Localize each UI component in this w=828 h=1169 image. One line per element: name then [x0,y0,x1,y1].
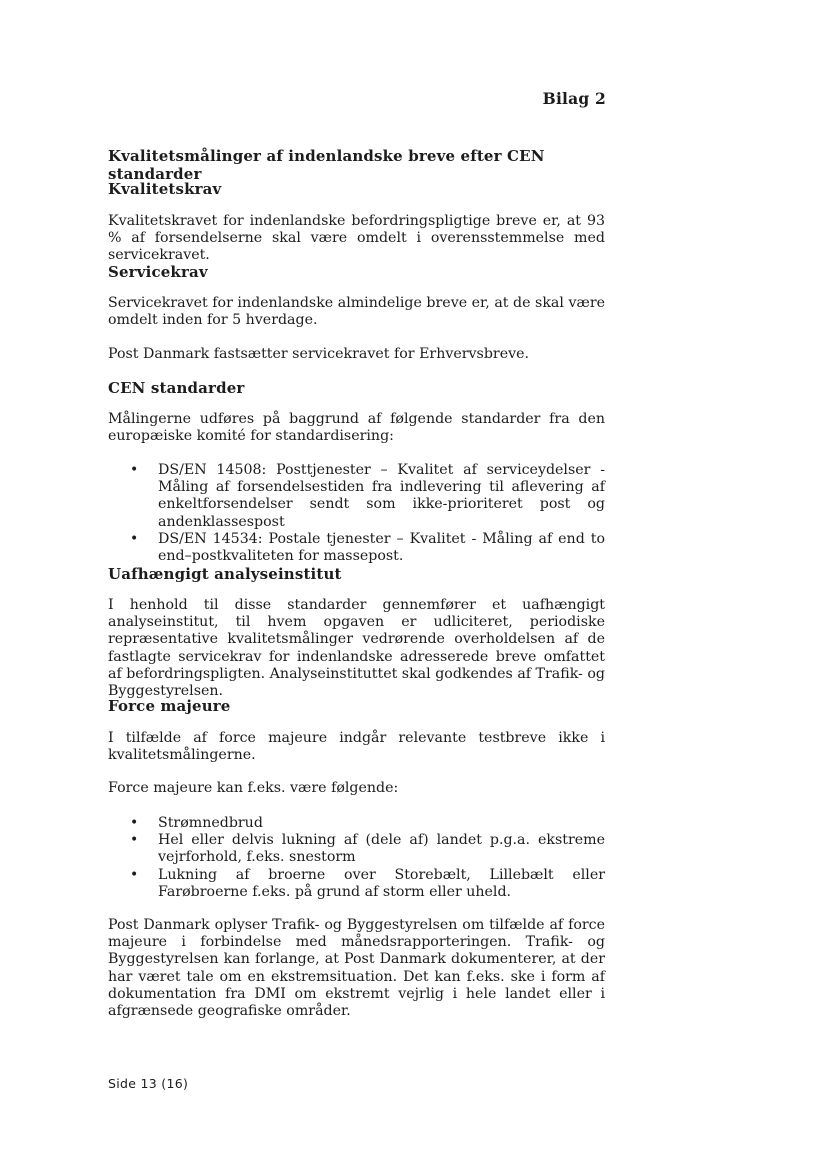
section-heading: CEN standarder [108,379,245,397]
servicekrav-body-2 [108,346,605,363]
kvalitetskrav-body [108,213,605,265]
paragraph: Kvalitetskravet for indenlandske befordringspligtige breve er, at 93 % af forsendelserne skal være omdelt i overensstemmelse med servicekravet. [108,213,605,264]
section-servicekrav [108,263,605,281]
servicekrav-body [108,295,605,329]
list-item-text: DS/EN 14534: Postale tjenester – Kvalitet - Måling af end to end–postkvaliteten for massepost. [158,530,605,565]
force-closing [108,917,605,1020]
list-item-text: DS/EN 14508: Posttjenester – Kvalitet af serviceydelser - Måling af forsendelsestiden fra indlevering til aflevering af enkeltforsendelser sendt som ikke-prioriteret post og andenklassespost [158,462,605,530]
document-title-block [108,147,605,183]
section-force-majeure [108,697,605,715]
section-cen [108,379,605,397]
institut-body [108,597,605,700]
document-title: Kvalitetsmålinger af indenlandske breve efter CEN standarder [108,147,545,183]
bullet-icon: • [130,866,139,883]
paragraph: Servicekravet for indenlandske almindelige breve er, at de skal være omdelt inden for 5 hverdage. [108,295,605,329]
section-heading: Uafhængigt analyseinstitut [108,565,342,583]
bullet-icon: • [130,462,139,478]
list-item [108,815,605,832]
list-item-text: Lukning af broerne over Storebælt, Lillebælt eller Farøbroerne f.eks. på grund af storm eller uheld. [158,866,605,900]
paragraph: Post Danmark oplyser Trafik- og Byggestyrelsen om tilfælde af force majeure i forbindelse med månedsrapporteringen. Trafik- og Byggestyrelsen kan forlange, at Post Danmark dokumenterer, at der har været tale om en ekstremsituation. Det kan f.eks. ske i form af dokumentation fra DMI om ekstremt vejrlig i hele landet eller i afgrænsede geografiske områder. [108,917,605,1020]
force-majeure-list [108,815,605,901]
appendix-label: Bilag 2 [542,89,606,108]
paragraph: I tilfælde af force majeure indgår relevante testbreve ikke i kvalitetsmålingerne. [108,730,605,764]
paragraph: Post Danmark fastsætter servicekravet for Erhvervsbreve. [108,346,530,362]
bullet-icon: • [130,530,139,547]
section-kvalitetskrav [108,180,605,198]
paragraph: Målingerne udføres på baggrund af følgende standarder fra den europæiske komité for standardisering: [108,411,605,445]
list-item-text: Strømnedbrud [158,815,263,831]
section-institut [108,565,605,583]
cen-standards-list [108,462,605,565]
list-item [108,462,605,531]
cen-body [108,411,605,445]
paragraph: Force majeure kan f.eks. være følgende: [108,780,399,796]
bullet-icon: • [130,832,139,849]
list-item [108,867,605,901]
page-number: Side 13 (16) [108,1076,189,1091]
list-item [108,832,605,866]
list-item-text: Hel eller delvis lukning af (dele af) landet p.g.a. ekstreme vejrforhold, f.eks. snestorm [158,832,605,866]
section-heading: Kvalitetskrav [108,180,222,198]
list-item [108,531,605,565]
paragraph: I henhold til disse standarder gennemfører et uafhængigt analyseinstitut, til hvem opgaven er udliciteret, periodiske repræsentative kvalitetsmålinger vedrørende overholdelsen af de fastlagte servicekrav for indenlandske adresserede breve omfattet af befordringspligten. Analyseinstituttet skal godkendes af Trafik- og Byggestyrelsen. [108,597,605,700]
force-body [108,730,605,764]
section-heading: Force majeure [108,697,231,715]
section-heading: Servicekrav [108,263,208,281]
bullet-icon: • [130,815,139,831]
force-body-2 [108,780,605,797]
